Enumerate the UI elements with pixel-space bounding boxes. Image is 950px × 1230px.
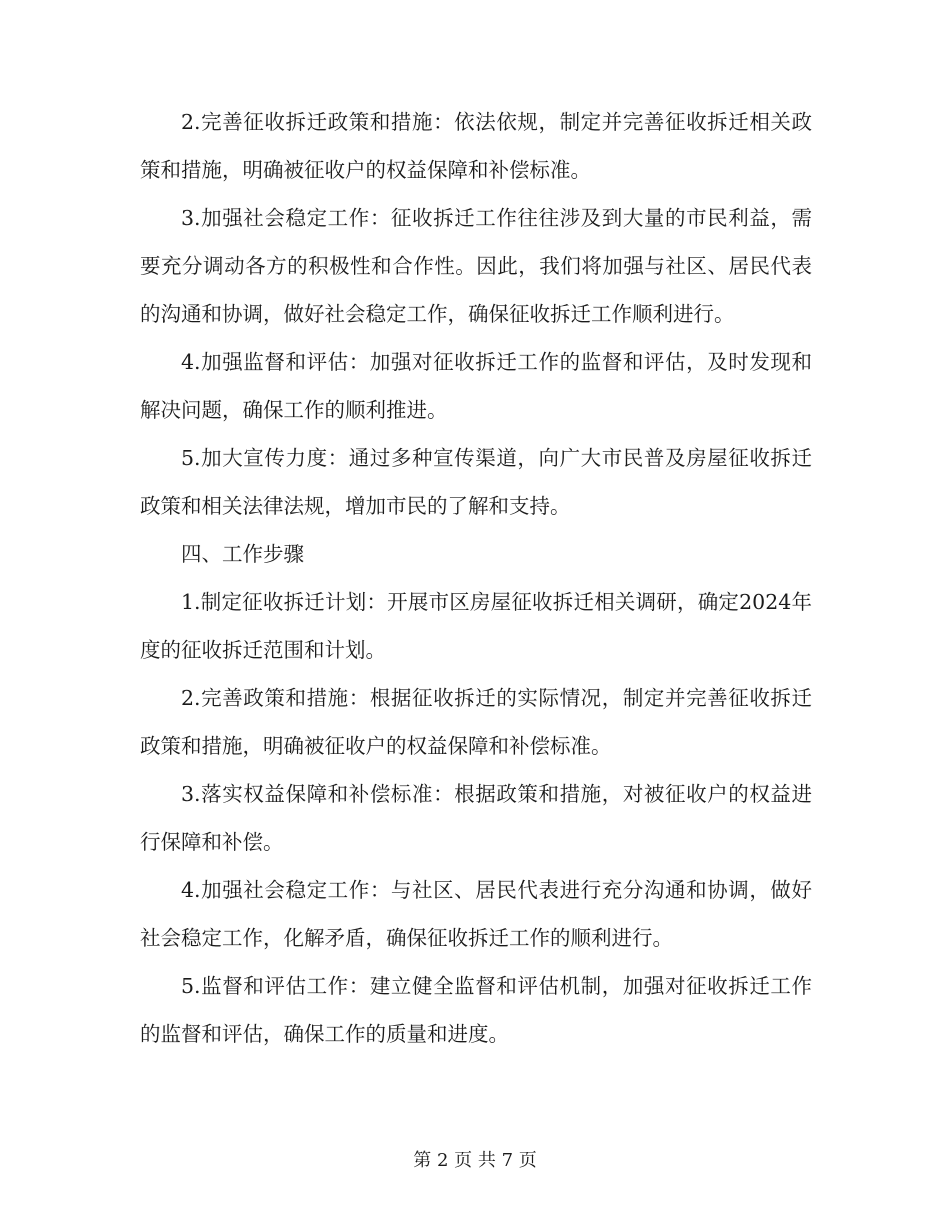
paragraph-measure-5: 5.加大宣传力度：通过多种宣传渠道，向广大市民普及房屋征收拆迁政策和相关法律法规，增加市民的了解和支持。 — [140, 446, 812, 518]
paragraph-measure-4: 4.加强监督和评估：加强对征收拆迁工作的监督和评估，及时发现和解决问题，确保工作的顺利推进。 — [140, 350, 812, 422]
paragraph-step-1: 1.制定征收拆迁计划：开展市区房屋征收拆迁相关调研，确定2024年度的征收拆迁范围和计划。 — [140, 590, 812, 662]
section-heading: 四、工作步骤 — [181, 542, 304, 566]
paragraph-measure-2: 2.完善征收拆迁政策和措施：依法依规，制定并完善征收拆迁相关政策和措施，明确被征收户的权益保障和补偿标准。 — [140, 110, 812, 182]
paragraph-step-4: 4.加强社会稳定工作：与社区、居民代表进行充分沟通和协调，做好社会稳定工作，化解矛盾，确保征收拆迁工作的顺利进行。 — [140, 878, 812, 950]
paragraph-step-2: 2.完善政策和措施：根据征收拆迁的实际情况，制定并完善征收拆迁政策和措施，明确被征收户的权益保障和补偿标准。 — [140, 686, 812, 758]
paragraph-measure-3: 3.加强社会稳定工作：征收拆迁工作往往涉及到大量的市民利益，需要充分调动各方的积极性和合作性。因此，我们将加强与社区、居民代表的沟通和协调，做好社会稳定工作，确保征收拆迁工作顺利进行。 — [140, 206, 812, 326]
paragraph-step-3: 3.落实权益保障和补偿标准：根据政策和措施，对被征收户的权益进行保障和补偿。 — [140, 782, 812, 854]
page-footer: 第 2 页 共 7 页 — [413, 1150, 537, 1171]
paragraph-step-5: 5.监督和评估工作：建立健全监督和评估机制，加强对征收拆迁工作的监督和评估，确保工作的质量和进度。 — [140, 974, 812, 1046]
document-body — [140, 98, 812, 1058]
